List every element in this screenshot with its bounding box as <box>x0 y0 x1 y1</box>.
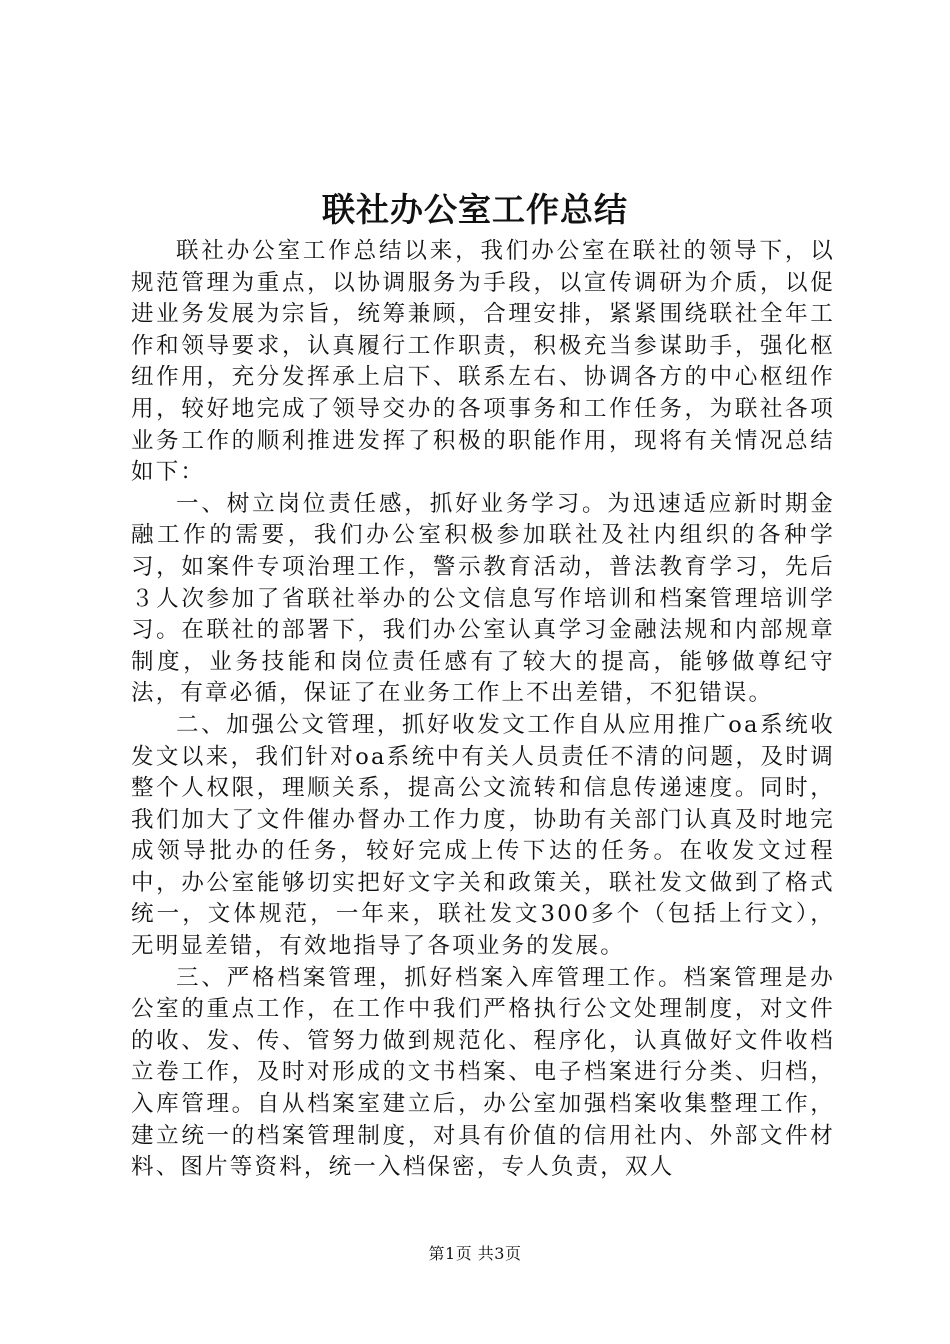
paragraph-section-2: 二、加强公文管理，抓好收发文工作自从应用推广oa系统收发文以来，我们针对oa系统中有关人员责任不清的问题，及时调整个人权限，理顺关系，提高公文流转和信息传递速度。同时，我们加大了文件催办督办工作力度，协助有关部门认真及时地完成领导批办的任务，较好完成上传下达的任务。在收发文过程中，办公室能够切实把好文字关和政策关，联社发文做到了格式统一，文体规范，一年来，联社发文300多个（包括上行文），无明显差错，有效地指导了各项业务的发展。 <box>131 711 835 960</box>
paragraph-section-3: 三、严格档案管理，抓好档案入库管理工作。档案管理是办公室的重点工作，在工作中我们严格执行公文处理制度，对文件的收、发、传、管努力做到规范化、程序化，认真做好文件收档立卷工作，及时对形成的文书档案、电子档案进行分类、归档，入库管理。自从档案室建立后，办公室加强档案收集整理工作，建立统一的档案管理制度，对具有价值的信用社内、外部文件材料、图片等资料，统一入档保密，专人负责，双人 <box>131 964 835 1181</box>
page-footer: 第1页 共3页 <box>428 1244 522 1263</box>
document-title: 联社办公室工作总结 <box>322 190 628 229</box>
document-body <box>131 236 835 1184</box>
paragraph-section-1: 一、树立岗位责任感，抓好业务学习。为迅速适应新时期金融工作的需要，我们办公室积极参加联社及社内组织的各种学习，如案件专项治理工作，警示教育活动，普法教育学习，先后３人次参加了省联社举办的公文信息写作培训和档案管理培训学习。在联社的部署下，我们办公室认真学习金融法规和内部规章制度，业务技能和岗位责任感有了较大的提高，能够做尊纪守法，有章必循，保证了在业务工作上不出差错，不犯错误。 <box>131 490 835 707</box>
paragraph-intro: 联社办公室工作总结以来，我们办公室在联社的领导下，以规范管理为重点，以协调服务为手段，以宣传调研为介质，以促进业务发展为宗旨，统筹兼顾，合理安排，紧紧围绕联社全年工作和领导要求，认真履行工作职责，积极充当参谋助手，强化枢纽作用，充分发挥承上启下、联系左右、协调各方的中心枢纽作用，较好地完成了领导交办的各项事务和工作任务，为联社各项业务工作的顺利推进发挥了积极的职能作用，现将有关情况总结如下： <box>131 238 835 486</box>
